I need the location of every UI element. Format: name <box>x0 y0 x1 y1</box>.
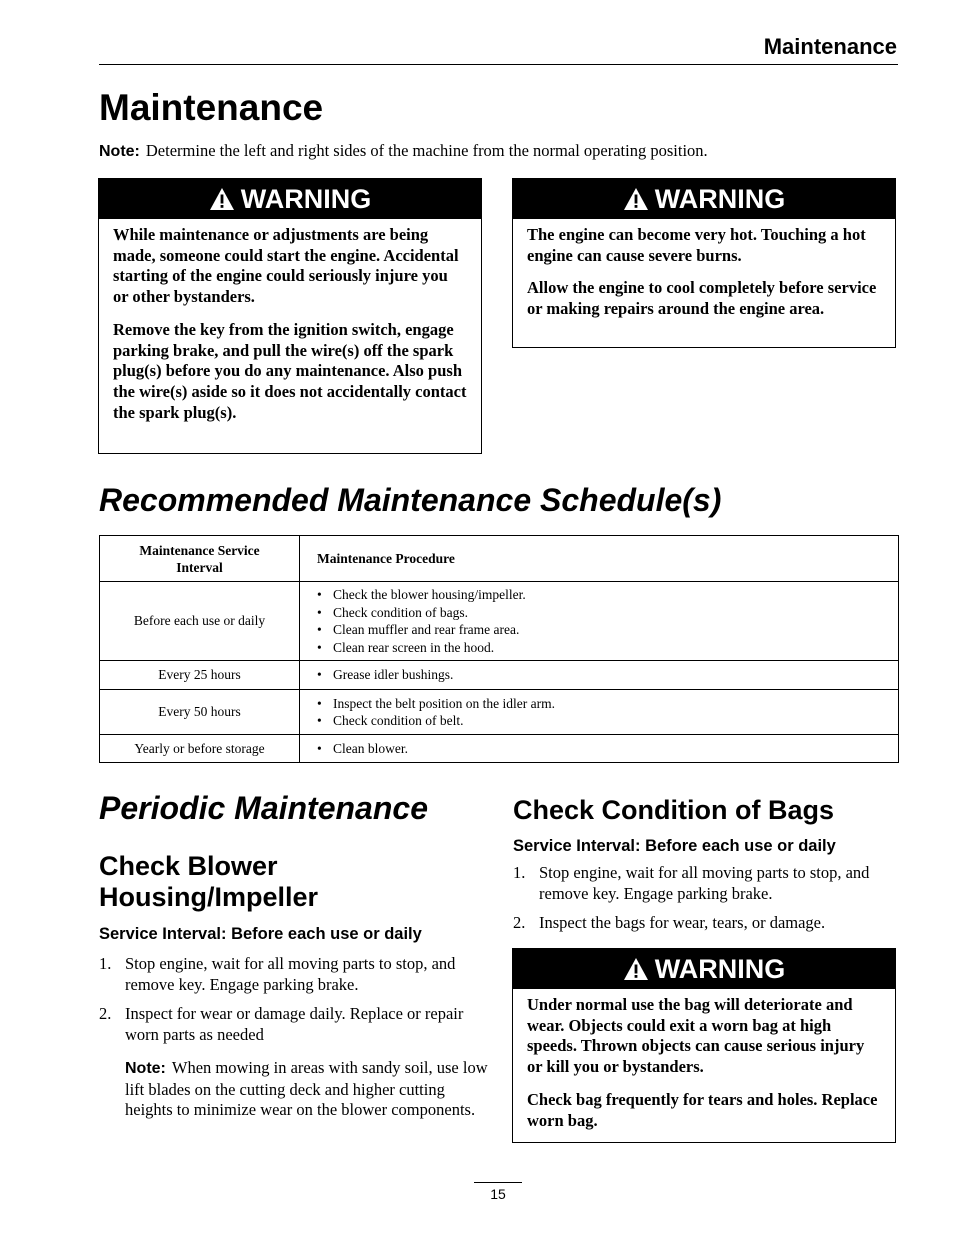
step-text: Inspect the bags for wear, tears, or damage. <box>539 913 826 933</box>
procedure-item: • Check the blower housing/impeller. <box>317 586 898 604</box>
warning-paragraph: Remove the key from the ignition switch, engage parking brake, and pull the wire(s) off the spark plug(s) before you do any maintenance. Also push the wire(s) aside so it does not accidentally contact the spark plug(s). <box>113 319 467 422</box>
warning-body <box>513 989 895 1139</box>
warning-triangle-icon <box>623 187 649 211</box>
warning-paragraph: Allow the engine to cool completely before service or making repairs around the engine area. <box>527 278 877 319</box>
step-item <box>513 863 905 904</box>
procedure-cell <box>300 582 899 661</box>
bags-heading: Check Condition of Bags <box>513 795 835 825</box>
step-number: 2. <box>513 913 526 933</box>
maintenance-schedule-table <box>99 535 899 763</box>
intro-note <box>99 140 899 163</box>
table-row <box>100 582 899 661</box>
interval-cell: Yearly or before storage <box>100 735 300 763</box>
note-text: When mowing in areas with sandy soil, use low lift blades on the cutting deck and higher cutting heights to minimize wear on the blower components. <box>125 1058 488 1120</box>
warning-paragraph: The engine can become very hot. Touching a hot engine can cause severe burns. <box>527 225 866 265</box>
page-title: Maintenance <box>99 87 324 128</box>
page-number: 15 <box>490 1186 506 1202</box>
column-header-label: Maintenance Service Interval <box>139 542 260 575</box>
procedure-item: • Clean rear screen in the hood. <box>317 639 898 657</box>
procedure-item: • Check condition of belt. <box>317 712 898 730</box>
note-label: Note: <box>125 1060 166 1077</box>
interval-cell: Before each use or daily <box>100 582 300 661</box>
procedure-cell <box>300 690 899 735</box>
warning-box-start-hazard <box>98 178 482 454</box>
footer-rule <box>474 1182 522 1183</box>
warning-label: WARNING <box>654 953 786 984</box>
running-head: Maintenance <box>763 34 897 59</box>
warning-box-bag-wear <box>512 948 896 1143</box>
step-item <box>99 1004 491 1045</box>
step-number: 1. <box>99 954 112 973</box>
table-row <box>100 690 899 735</box>
step-item <box>513 913 905 934</box>
step-text: Inspect for wear or damage daily. Replace or repair worn parts as needed <box>125 1004 464 1045</box>
bags-steps <box>513 863 905 943</box>
blower-service-interval: Service Interval: Before each use or daily <box>99 925 422 943</box>
periodic-heading: Periodic Maintenance <box>99 790 428 826</box>
warning-header <box>513 949 895 989</box>
procedure-item: • Check condition of bags. <box>317 604 898 622</box>
note-text: Determine the left and right sides of the machine from the normal operating position. <box>145 141 708 160</box>
warning-header <box>513 179 895 219</box>
warning-body <box>99 219 481 431</box>
procedure-item: • Clean blower. <box>317 740 898 758</box>
step-number: 1. <box>513 863 526 882</box>
warning-triangle-icon <box>623 957 649 981</box>
header-rule <box>99 64 898 65</box>
blower-heading: Check Blower Housing/Impeller <box>99 851 319 912</box>
warning-paragraph: Under normal use the bag will deteriorate and wear. Objects could exit a worn bag at high speeds. Thrown objects can cause serious injury or kill you or bystanders. <box>527 995 865 1077</box>
blower-steps <box>99 954 491 1055</box>
table-row <box>100 735 899 763</box>
warning-triangle-icon <box>209 187 235 211</box>
warning-paragraph: Check bag frequently for tears and holes. Replace worn bag. <box>527 1089 878 1130</box>
blower-note <box>125 1058 490 1121</box>
procedure-item: • Inspect the belt position on the idler arm. <box>317 695 898 713</box>
step-item <box>99 954 491 995</box>
step-text: Stop engine, wait for all moving parts to stop, and remove key. Engage parking brake. <box>125 954 456 994</box>
step-number: 2. <box>99 1004 112 1024</box>
procedure-item: • Clean muffler and rear frame area. <box>317 621 898 639</box>
note-label: Note: <box>99 143 140 160</box>
column-header-interval <box>100 536 300 582</box>
warning-paragraph: While maintenance or adjustments are being made, someone could start the engine. Accidental starting of the engine could seriously injure you or other bystanders. <box>113 225 459 307</box>
table-row <box>100 661 899 690</box>
column-header-procedure: Maintenance Procedure <box>300 536 899 582</box>
procedure-cell <box>300 661 899 690</box>
bags-service-interval: Service Interval: Before each use or daily <box>513 837 836 855</box>
interval-cell: Every 50 hours <box>100 690 300 735</box>
warning-label: WARNING <box>654 183 786 214</box>
procedure-cell <box>300 735 899 763</box>
interval-cell: Every 25 hours <box>100 661 300 690</box>
procedure-item: • Grease idler bushings. <box>317 666 898 684</box>
step-text: Stop engine, wait for all moving parts to stop, and remove key. Engage parking brake. <box>539 863 870 903</box>
warning-label: WARNING <box>240 183 372 214</box>
table-header-row <box>100 536 899 582</box>
warning-box-hot-engine <box>512 178 896 348</box>
warning-body <box>513 219 895 328</box>
schedule-heading: Recommended Maintenance Schedule(s) <box>99 482 722 518</box>
warning-header <box>99 179 481 219</box>
